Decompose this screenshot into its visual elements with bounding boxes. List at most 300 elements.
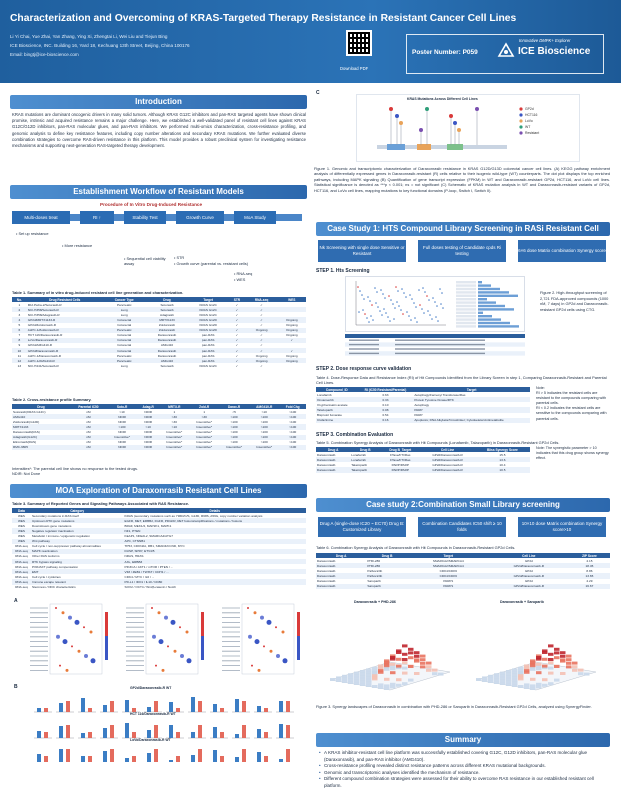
synergy-surface-plots: [320, 600, 610, 696]
surface-cell: [402, 667, 408, 670]
dotplot-frame: [50, 604, 102, 674]
table-cell: Insensitive*: [189, 424, 219, 429]
expression-bar: [191, 697, 195, 712]
surface-cell: [488, 675, 494, 678]
pathway-dot: [187, 658, 192, 663]
table-header: No.: [12, 297, 27, 302]
surface-cell: [354, 674, 360, 677]
color-scale: [201, 636, 204, 660]
case1-flow: [318, 240, 608, 262]
expression-bar: [264, 756, 268, 762]
surface-cell: [402, 658, 408, 661]
table-header: AMG410-R: [249, 404, 279, 409]
table-cell: 13.65: [569, 573, 610, 578]
pathway-dot: [84, 654, 88, 658]
compound-point: [432, 297, 434, 299]
expression-bar: [213, 704, 217, 712]
expression-bar: [132, 756, 136, 762]
table-header: RNA-seq: [246, 297, 278, 302]
compound-point: [400, 309, 402, 311]
pathway-dot: [270, 650, 273, 653]
hit-bar: [478, 325, 519, 327]
table-cell: pan-RAS: [188, 338, 228, 343]
surface-cell: [420, 658, 426, 661]
compound-point: [427, 310, 429, 312]
table-cell: GP2d/AMG410-R: [27, 343, 53, 348]
table-cell: ✓: [235, 363, 239, 368]
table-cell: RTK bypass signaling: [31, 559, 124, 564]
hit-table-text: [395, 353, 485, 354]
table-cell: FTase/FTI/Ras: [380, 457, 420, 462]
surface-cell: [506, 670, 512, 673]
surface-cell: [494, 676, 500, 679]
surface-cell: [506, 675, 512, 678]
compound-point: [441, 292, 443, 294]
table-cell: Daraxonrasib: [316, 457, 350, 462]
table-cell: AsPC-1/Zoldonrasib-R: [27, 328, 103, 333]
workflow-note: • Set up resistance: [16, 231, 49, 236]
qr-code-icon[interactable]: [346, 30, 372, 56]
table-cell: MRTX1133: [146, 317, 188, 322]
pathway-dot: [248, 635, 252, 639]
table-cell: Insensitive*: [189, 445, 219, 450]
panel-a-label: A: [14, 598, 18, 604]
expression-bar: [176, 756, 180, 762]
surface-cell: [566, 655, 572, 658]
expression-bar: [213, 727, 217, 738]
table-header: STR: [228, 297, 245, 302]
surface-cell: [378, 683, 384, 686]
table-header: Drug Resistant Cells: [27, 297, 103, 302]
surface-cell: [554, 651, 560, 654]
table-row: [12, 338, 306, 343]
pathway-dot: [66, 669, 69, 672]
table-cell: Zoldonrasib: [146, 328, 188, 333]
hit-bar: [478, 305, 505, 307]
surface-cell: [536, 667, 542, 670]
surface-cell: [530, 678, 536, 681]
step3-heading: STEP 3. Combination Evaluation: [316, 432, 394, 438]
compound-point: [385, 312, 387, 314]
surface-cell: [360, 683, 366, 686]
table-cell: CDK4/CDK6: [408, 573, 489, 578]
table-cell: NDIR: [118, 430, 126, 435]
surface-cell: [354, 682, 360, 685]
expression-bar: [169, 702, 173, 712]
compound-point: [428, 299, 430, 301]
surface-cell: [384, 678, 390, 681]
contact-email[interactable]: Email: bingtj@ice-bioscience.com: [10, 52, 79, 57]
surface-cell: [396, 678, 402, 681]
workflow-note: • More resistance: [62, 243, 93, 248]
compound-point: [414, 317, 416, 319]
step1-heading: STEP 1. Hts Screening: [316, 268, 370, 274]
expression-bar: [220, 708, 224, 712]
mutation-dot: [425, 107, 429, 111]
surface-cell: [476, 678, 482, 681]
table-cell: PARP1: [443, 579, 454, 584]
legend-marker: [519, 113, 522, 116]
mutation-dot: [399, 121, 403, 125]
table-cell: NDIR: [144, 419, 152, 424]
table-cell: HCT 116/Daraxonrasib-R: [27, 333, 63, 338]
table-cell: 0.16: [358, 418, 414, 423]
table-cell: RNA-seq: [15, 554, 28, 559]
table-cell: >30: [189, 414, 219, 419]
surface-cell: [336, 676, 342, 679]
table2-note: Intensities*: The parental cell line shows no response to the tested drugs. NDIR: Not Done: [12, 466, 139, 477]
table-cell: GP2d/Daraxonrasib-R: [432, 462, 463, 467]
surface-cell: [548, 653, 554, 656]
poster-title: Characterization and Overcoming of KRAS-Targeted Therapy Resistance in Resistant Cancer Cell Lines: [10, 13, 517, 24]
pathway-dot: [283, 658, 288, 663]
surface-cell: [524, 686, 530, 689]
table-cell: GP2d: [524, 579, 533, 584]
surface-title-1: Daraxonrasib + PHD-286: [354, 600, 396, 604]
synergy-landscape-panel: [320, 600, 610, 696]
surface-cell: [548, 672, 554, 675]
table-cell: Autophagy/Farnesyl Transferase/Ras: [414, 392, 466, 397]
compound-point: [419, 304, 421, 306]
surface-cell: [500, 677, 506, 680]
table-cell: NF1, PTEN: [124, 528, 306, 533]
table-cell: ✓: [228, 338, 245, 343]
expression-bar: [191, 732, 195, 738]
table-header: Drug: [146, 297, 188, 302]
table-row: [12, 585, 306, 590]
table-cell: 0.54: [382, 413, 389, 418]
workflow-diagram: [12, 211, 306, 285]
surface-cell: [536, 671, 542, 674]
expression-bar: [198, 749, 202, 762]
pathway-dot: [151, 607, 153, 609]
table-header: Drug B: [366, 553, 407, 558]
pathway-dot: [164, 616, 168, 620]
surface-cell: [360, 675, 366, 678]
table-cell: Daraxonrasib: [316, 563, 366, 568]
table-cell: Zoldonrasib: [158, 323, 176, 328]
table-header: Fold Chg: [279, 404, 306, 409]
expression-bar: [103, 705, 107, 712]
table-cell: Ongoing: [255, 353, 268, 358]
surface-cell: [360, 678, 366, 681]
table-cell: Colorectal: [103, 317, 146, 322]
compound-point: [366, 317, 368, 319]
surface-cell: [566, 665, 572, 668]
hit-bar: [478, 298, 487, 300]
surface-cell: [554, 679, 560, 682]
surface-cell: [554, 665, 560, 668]
table-cell: pan-RAS: [188, 358, 228, 363]
pathway-dot: [282, 631, 285, 634]
table-cell: Ongoing: [285, 323, 298, 328]
compound-point: [395, 286, 397, 288]
table-cell: >100: [279, 414, 306, 419]
author-list: Li Yi Chai, Yue Zhai, Yan Zhang, Ying Xi, Zhengtai Li, Wei Liu and Tiejun Bing: [10, 34, 168, 39]
table-cell: Lung: [120, 312, 128, 317]
expression-bar: [169, 725, 173, 738]
workflow-subheading: Procedure of In Vitro Drug-Induced Resistance: [100, 202, 203, 207]
expression-bar: [176, 732, 180, 738]
summary-item: • Different compound combination strategies were assessed for their ability to overcome RAS resistance in our established resistant cell platform.: [324, 776, 610, 789]
surface-cell: [384, 687, 390, 690]
table-cell: Daraxonrasib: [317, 568, 336, 573]
surface-cell: [372, 685, 378, 688]
surface-cell: [426, 665, 432, 668]
table-cell: Palbociclib: [366, 573, 407, 578]
surface-cell: [402, 682, 408, 685]
mutation-dot: [389, 107, 393, 111]
summary-item: • Genomic and transcriptomic analyses identified the mechanism of resistance.: [324, 770, 610, 777]
compound-point: [440, 303, 442, 305]
pathway-dot: [56, 635, 60, 639]
hit-table-text: [349, 340, 379, 341]
compound-point: [429, 314, 431, 316]
compound-point: [410, 319, 412, 321]
hts-hit-table: [345, 334, 525, 361]
table-header: ZIP Score: [569, 553, 610, 558]
table-cell: EMT: [31, 569, 124, 574]
surface-cell: [402, 653, 408, 656]
hts-screen-plot: [346, 277, 526, 333]
table-header: Target: [188, 297, 228, 302]
table-cell: 4: [12, 317, 27, 322]
table-row: [12, 348, 306, 353]
table-cell: 3: [18, 312, 21, 317]
surface-cell: [348, 681, 354, 684]
table-cell: >100: [289, 419, 297, 424]
surface-cell: [408, 665, 414, 668]
hit-label-row: [456, 295, 476, 297]
table-header: Drug B_Target: [380, 447, 420, 452]
table-cell: NDIR: [107, 445, 137, 450]
compound-point: [361, 294, 363, 296]
table-header: Target: [413, 387, 530, 392]
expression-bar: [147, 730, 151, 738]
surface-cell: [426, 662, 432, 665]
table-cell: Upstream RTK gene mutations: [31, 518, 124, 523]
case-study-2-heading: Case study 2:Combination Small Library screening: [316, 498, 610, 512]
surface-cell: [402, 672, 408, 675]
hit-bar: [478, 291, 509, 293]
expression-bar: [154, 749, 158, 762]
download-pdf-link[interactable]: Download PDF: [340, 66, 369, 71]
table-cell: KRAS G12C: [199, 363, 217, 368]
table-cell: 7: [18, 333, 21, 338]
surface-cell: [420, 655, 426, 658]
workflow-note: • RNA-seq: [234, 271, 253, 276]
table-cell: NDIR: [137, 435, 159, 440]
pathway-dot: [180, 654, 184, 658]
table-cell: AMG410: [160, 343, 174, 348]
legend-label: HCT116: [525, 113, 538, 118]
table-cell: Metabolic / immune / epigenetic regulation: [31, 534, 90, 539]
brand-tagline: Innovative DMPK+ Explorer: [519, 38, 571, 43]
table-cell: >100: [279, 445, 306, 450]
table-cell: APC, CTNNB1: [124, 539, 306, 544]
workflow-note: • STR: [174, 255, 185, 260]
table-cell: WES: [12, 528, 31, 533]
expression-bar: [44, 756, 48, 762]
expression-bar: [66, 701, 70, 712]
surface-cell: [408, 648, 414, 651]
surface-cell: [348, 678, 354, 681]
fig-b-title-2: HCT 116/Daraxonrasib-R WT: [130, 712, 176, 716]
surface-cell: [336, 679, 342, 682]
table-cell: nM: [70, 445, 107, 450]
surface-cell: [420, 662, 426, 665]
table-cell: Zoldonrasib(G12D): [13, 419, 40, 424]
surface-cell: [372, 667, 378, 670]
mutation-lollipop-plot: [357, 95, 581, 163]
pathway-dot: [276, 654, 280, 658]
pathway-dot: [263, 645, 265, 647]
table-cell: [278, 363, 306, 368]
summary-item: • Cross-resistance profiling revealed distinct resistance patterns across different KRAS mutational backgrounds.: [324, 763, 610, 770]
expression-bar: [59, 703, 63, 712]
compound-point: [384, 297, 386, 299]
expression-bar: [242, 701, 246, 712]
hit-bar: [478, 322, 510, 324]
table-cell: nM: [86, 419, 91, 424]
surface-cell: [402, 644, 408, 647]
compound-point: [377, 306, 379, 308]
surface-cell: [488, 677, 494, 680]
compound-point: [398, 305, 400, 307]
table-cell: Daraxonrasib: [316, 573, 366, 578]
surface-cell: [530, 684, 536, 687]
table1-caption: Table 1. Summary of in vitro drug-induced resistant cell line generation and characterization.: [12, 290, 184, 295]
compound-point: [389, 320, 391, 322]
table-cell: nM: [86, 409, 91, 414]
table-cell: Ongoing: [278, 317, 306, 322]
hts-hit-table-graphic: [345, 334, 525, 356]
hit-table-text: [349, 348, 379, 349]
table-cell: NDIR: [118, 440, 126, 445]
table-cell: Ongoing: [278, 328, 306, 333]
surface-cell: [572, 665, 578, 668]
surface-cell: [390, 685, 396, 688]
pathway-dot: [162, 669, 165, 672]
pathway-dot: [247, 607, 249, 609]
expression-bar: [235, 699, 239, 712]
table-cell: WES: [17, 523, 26, 528]
table-cell: RNA-seq: [15, 544, 28, 549]
surface-cell: [578, 669, 584, 672]
table-cell: AsPC-1/AMG410-R: [27, 358, 103, 363]
table-cell: Secondary mutations in RAS itself: [31, 513, 79, 518]
table-cell: PARP: [413, 407, 530, 412]
table-cell: Daraxonrasib: [146, 348, 188, 353]
table-cell: MIA PaCa-2/Sotorasib-R: [27, 302, 62, 307]
table-cell: ✓: [246, 307, 278, 312]
table-cell: Insensitive*: [249, 445, 279, 450]
color-scale: [297, 612, 300, 636]
panel-b-label: B: [14, 684, 18, 690]
surface-cell: [548, 661, 554, 664]
expression-bar: [242, 749, 246, 762]
table-cell: PIK3CA / AKT1 / mTOR / PTEN / ...: [124, 564, 174, 569]
surface-cell: [432, 669, 438, 672]
pathway-dot: [62, 611, 65, 614]
table-cell: ✓: [235, 343, 239, 348]
compound-point: [405, 296, 407, 298]
compound-point: [357, 286, 359, 288]
table-header: RI (IC50 Resistant/Parental): [358, 387, 414, 392]
surface-cell: [560, 655, 566, 658]
table-cell: RNA-seq: [15, 574, 28, 579]
table-cell: Colorectal: [117, 343, 132, 348]
table-cell: KRAS G12C: [199, 302, 217, 307]
table-cell: Colorectal: [103, 348, 146, 353]
pathway-dot: [167, 645, 169, 647]
expression-bar: [132, 708, 136, 712]
table-cell: Daraxonrasib: [317, 452, 336, 457]
expression-bar: [279, 701, 283, 712]
surface-cell: [530, 664, 536, 667]
hit-label-row: [456, 284, 476, 286]
table-cell: pan-RAS: [201, 343, 215, 348]
compound-point: [403, 292, 405, 294]
compound-point: [401, 288, 403, 290]
table-cell: Sotorasib: [160, 363, 174, 368]
table6: [316, 553, 610, 589]
pathway-dot: [255, 639, 260, 644]
table-row: [12, 328, 306, 333]
surface-cell: [494, 678, 500, 681]
expression-bar: [279, 724, 283, 738]
table-cell: WES: [17, 534, 26, 539]
surface-cell: [524, 683, 530, 686]
compound-point: [436, 305, 438, 307]
brand-name: ICE Bioscience: [518, 46, 591, 57]
surface-cell: [572, 669, 578, 672]
compound-point: [364, 313, 366, 315]
table-cell: Negative regulator inactivation: [31, 528, 124, 533]
table-cell: GP2d/Daraxonrasib-R: [432, 452, 463, 457]
surface-cell: [548, 644, 554, 647]
table-cell: >10: [119, 409, 125, 414]
color-scale: [105, 612, 108, 636]
table-cell: >100: [249, 435, 279, 440]
figure1-caption: Figure 1. Genomic and transcriptomic characterization of Daraxonrasib resistance in KRAS G12D/G13D colorectal cancer cell lines. (A) KEGG pathway enrichment analysis of differentially expressed genes in Daraxonrasib-resistant (R) cells relative to their isogenic wild-type (WT) counterparts. The dot plot displays the top enriched pathways, including MAPK signaling (B) Quantification of gene transcript expression (FPKM) in WT and Daraxonrasib-resistant GP2d, HCT116, and LoVo cell lines. Statistical significance is denoted as ***p < 0.001; ns = not significant (C) Schematic of KRAS mutation analysis in WT and Daraxonrasib-resistant variants of GP2d, HCT116, and LoVo cell lines, mapping mutations to key functional domains (P-loop, Switch I, Switch II).: [314, 166, 610, 193]
table-cell: CDK4 / MYC / IL6 / ...: [124, 574, 155, 579]
table-cell: >100: [249, 414, 279, 419]
table-cell: >10: [261, 409, 267, 414]
expression-bar: [81, 733, 85, 738]
hit-label-row: [456, 318, 476, 320]
compound-point: [390, 299, 392, 301]
table-cell: ✓: [228, 307, 245, 312]
table-cell: ✓: [228, 358, 245, 363]
table-cell: >100: [289, 440, 297, 445]
hit-label-row: [456, 291, 476, 293]
table-header: Compound_ID: [316, 387, 358, 392]
legend-marker: [519, 107, 522, 110]
table-cell: 13: [17, 363, 22, 368]
figure3-caption: Figure 3. Synergy landscapes of Daraxonrasib in combination with PHD-286 or Saruparib in Daraxonrasib-Resistant GP2d Cells, analyzed using SynergyFinder.: [316, 704, 592, 709]
expression-bar: [220, 732, 224, 738]
table-cell: NCI-H358/Adagrasib-R: [27, 312, 60, 317]
table-cell: Ongoing: [285, 353, 298, 358]
table-cell: Insensitive*: [196, 430, 213, 435]
table-cell: GP2d/Daraxonrasib-R: [27, 348, 103, 353]
hit-label-row: [456, 322, 476, 324]
expression-bar: [103, 728, 107, 738]
surface-cell: [354, 677, 360, 680]
workflow-note: • Sequential cell viability assay: [124, 256, 166, 266]
table-cell: WES: [12, 539, 31, 544]
